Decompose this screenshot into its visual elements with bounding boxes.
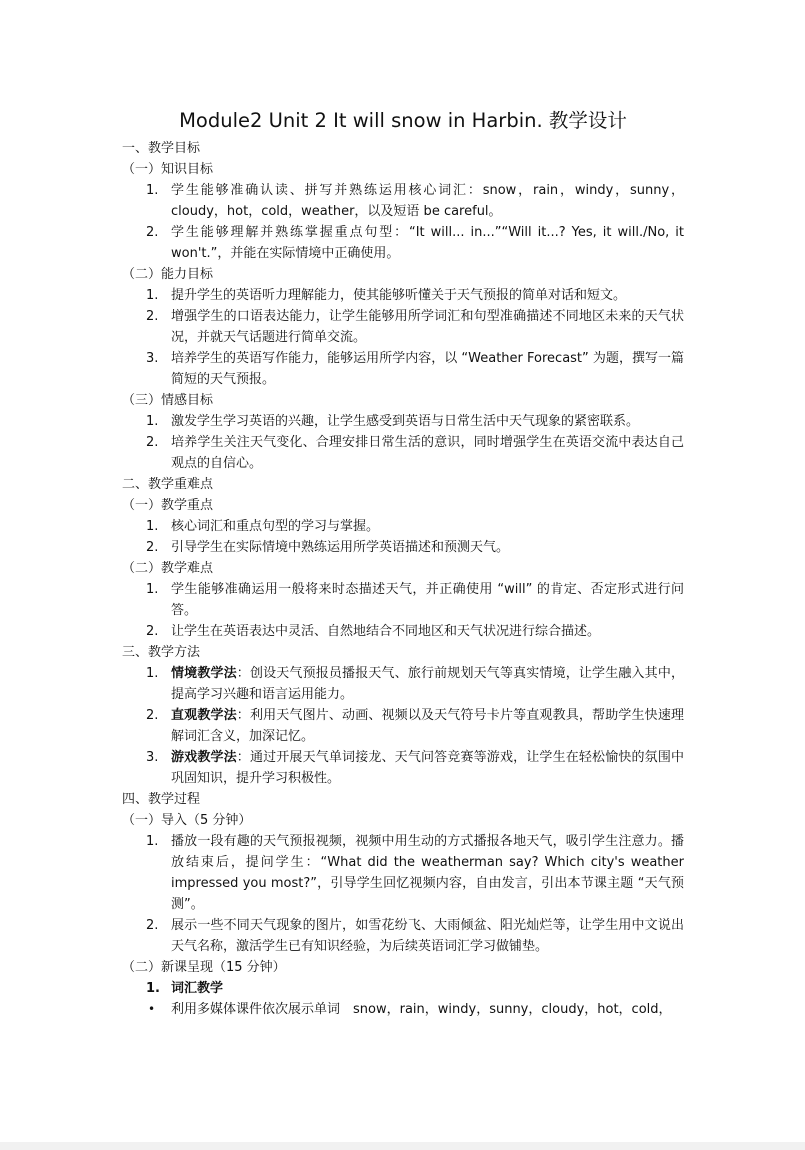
subsection-heading: （二）新课呈现（15 分钟） (122, 960, 286, 975)
method-label: 游戏教学法 (171, 750, 237, 765)
list-item: 1. 提升学生的英语听力理解能力，使其能够听懂关于天气预报的简单对话和短文。 (122, 285, 684, 306)
list-number: 1. (146, 834, 159, 849)
list-number: 2. (146, 624, 159, 639)
list-number: 1. (146, 414, 159, 429)
list-item: 2. 增强学生的口语表达能力，让学生能够用所学词汇和句型准确描述不同地区未来的天气状况，并就天气话题进行简单交流。 (122, 306, 684, 348)
bullet-icon: • (148, 1002, 156, 1016)
subsection-heading: （二）教学难点 (122, 561, 214, 576)
list-item: 3. 培养学生的英语写作能力，能够运用所学内容，以 “Weather Forecast” 为题，撰写一篇简短的天气预报。 (122, 348, 684, 390)
list-item: 2. 展示一些不同天气现象的图片，如雪花纷飞、大雨倾盆、阳光灿烂等，让学生用中文说出天气名称，激活学生已有知识经验，为后续英语词汇学习做铺垫。 (122, 915, 684, 957)
list-item: 2. 引导学生在实际情境中熟练运用所学英语描述和预测天气。 (122, 537, 684, 558)
subsection-heading: （二）能力目标 (122, 267, 214, 282)
section-heading: 二、教学重难点 (122, 477, 214, 492)
list-number: 2. (146, 540, 159, 555)
list-number: 1. (146, 183, 159, 198)
page-title: Module2 Unit 2 It will snow in Harbin. 教学设计 (179, 109, 627, 132)
subsection-heading: （一）知识目标 (122, 162, 214, 177)
section-heading: 一、教学目标 (122, 141, 201, 156)
list-number: 2. (146, 225, 159, 240)
list-number: 2. (146, 309, 159, 324)
list-item: 2. 直观教学法：利用天气图片、动画、视频以及天气符号卡片等直观教具，帮助学生快速理解词汇含义，加深记忆。 (122, 705, 684, 747)
list-item: 1. 激发学生学习英语的兴趣，让学生感受到英语与日常生活中天气现象的紧密联系。 (122, 411, 684, 432)
list-item: 2. 让学生在英语表达中灵活、自然地结合不同地区和天气状况进行综合描述。 (122, 621, 684, 642)
list-number: 1. (146, 981, 160, 996)
list-number: 3. (146, 750, 159, 765)
list-item: 1. 播放一段有趣的天气预报视频，视频中用生动的方式播报各地天气，吸引学生注意力。播放结束后，提问学生：“What did the weatherman say? Which city's weather impressed you most?”，引导学生回忆视频内容，自由发言，引出本节课主题 “天气预测”。 (122, 831, 684, 915)
subsection-heading: （一）教学重点 (122, 498, 214, 513)
method-label: 直观教学法 (171, 708, 237, 723)
list-number: 1. (146, 582, 159, 597)
list-item: 1. 核心词汇和重点句型的学习与掌握。 (122, 516, 684, 537)
list-item: 2. 学生能够理解并熟练掌握重点句型：“It will... in...”“Will it...? Yes, it will./No, it won't.”，并能在实际情境中正确使用。 (122, 222, 684, 264)
subsection-heading: （一）导入（5 分钟） (122, 813, 252, 828)
document-body (122, 106, 684, 1020)
list-item: 2. 培养学生关注天气变化、合理安排日常生活的意识，同时增强学生在英语交流中表达自己观点的自信心。 (122, 432, 684, 474)
list-number: 1. (146, 666, 159, 681)
list-item: 1. 学生能够准确运用一般将来时态描述天气，并正确使用 “will” 的肯定、否定形式进行问答。 (122, 579, 684, 621)
list-item (122, 978, 684, 999)
list-number: 2. (146, 918, 159, 933)
bullet-item: • 利用多媒体课件依次展示单词 snow，rain，windy，sunny，cloudy，hot，cold， (122, 999, 684, 1020)
list-number: 3. (146, 351, 159, 366)
list-number: 2. (146, 435, 159, 450)
sub-heading: 词汇教学 (171, 981, 224, 996)
list-item: 1. 情境教学法：创设天气预报员播报天气、旅行前规划天气等真实情境，让学生融入其中，提高学习兴趣和语言运用能力。 (122, 663, 684, 705)
section-heading: 三、教学方法 (122, 645, 201, 660)
method-label: 情境教学法 (171, 666, 237, 681)
subsection-heading: （三）情感目标 (122, 393, 214, 408)
list-number: 2. (146, 708, 159, 723)
list-item: 1. 学生能够准确认读、拼写并熟练运用核心词汇：snow，rain，windy，sunny，cloudy，hot，cold，weather，以及短语 be careful。 (122, 180, 684, 222)
section-heading: 四、教学过程 (122, 792, 201, 807)
list-number: 1. (146, 519, 159, 534)
list-item: 3. 游戏教学法：通过开展天气单词接龙、天气问答竞赛等游戏，让学生在轻松愉快的氛围中巩固知识，提升学习积极性。 (122, 747, 684, 789)
list-number: 1. (146, 288, 159, 303)
